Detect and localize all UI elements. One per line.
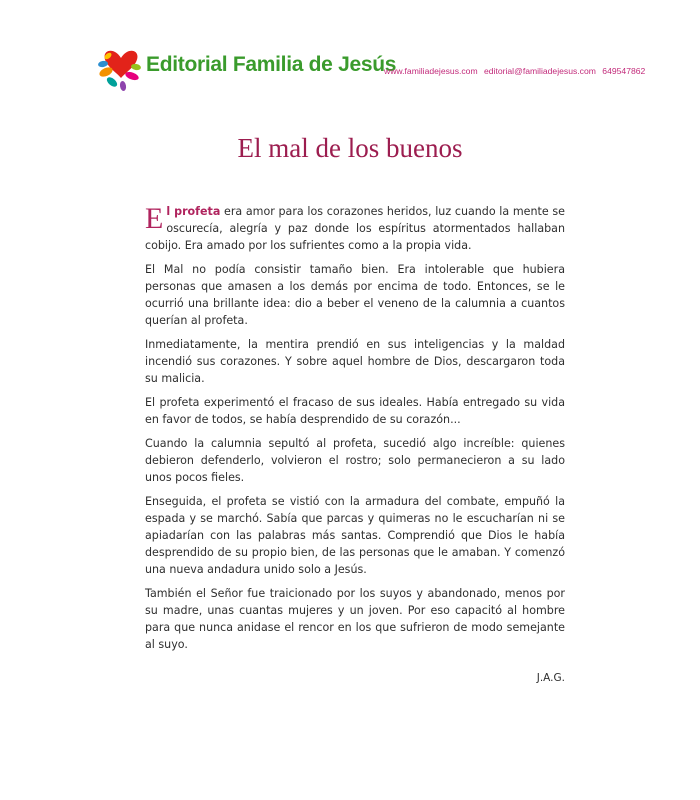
paragraph-text: era amor para los corazones heridos, luz cuando la mente se oscurecía, alegría y paz donde los espíritus atormentados hallaban cobijo. Era amado por los sufrientes como a la propia vida. [145,205,565,252]
email-link[interactable]: editorial@familiadejesus.com [484,66,596,76]
colorful-hands-heart-icon [96,36,146,92]
article-body [145,203,565,660]
website-link[interactable]: www.familiadejesus.com [384,66,478,76]
phone-number: 649547862 [602,66,646,76]
paragraph-7: También el Señor fue traicionado por los suyos y abandonado, menos por su madre, unas cuantas mujeres y un joven. Por eso capacitó al hombre para que nunca anidase el rencor en los que sufrieron de modo semejante al suyo. [145,587,565,651]
contact-info [384,66,649,76]
author-signature: J.A.G. [536,672,565,684]
paragraph-5: Cuando la calumnia sepultó al profeta, sucedió algo increíble: quienes debieron defenderlo, volvieron el rostro; solo permanecieron a su lado unos pocos fieles. [145,437,565,484]
page-title: El mal de los buenos [237,133,463,163]
publisher-name: Editorial Familia de Jesús [146,53,397,76]
paragraph-6: Enseguida, el profeta se vistió con la armadura del combate, empuñó la espada y se marchó. Sabía que parcas y quimeras no le escucharían ni se apiadarían con las palabras más santas. Comprendió que Dios le había desprendido de su propio bien, de las personas que le amaban. Y comenzó una nueva andadura unido solo a Jesús. [145,495,565,576]
highlighted-phrase: l profeta [166,205,221,218]
drop-cap: E [145,202,164,235]
paragraph-2: El Mal no podía consistir tamaño bien. Era intolerable que hubiera personas que amasen a los demás por encima de todo. Entonces, se le ocurrió una brillante idea: dio a beber el veneno de la calumnia a cuantos querían al profeta. [145,263,565,327]
paragraph-4: El profeta experimentó el fracaso de sus ideales. Había entregado su vida en favor de todos, se había desprendido de su corazón... [145,396,565,426]
paragraph-3: Inmediatamente, la mentira prendió en sus inteligencias y la maldad incendió sus corazones. Y sobre aquel hombre de Dios, descargaron toda su malicia. [145,338,565,385]
paragraph-1 [145,203,565,254]
page-header [96,36,656,96]
